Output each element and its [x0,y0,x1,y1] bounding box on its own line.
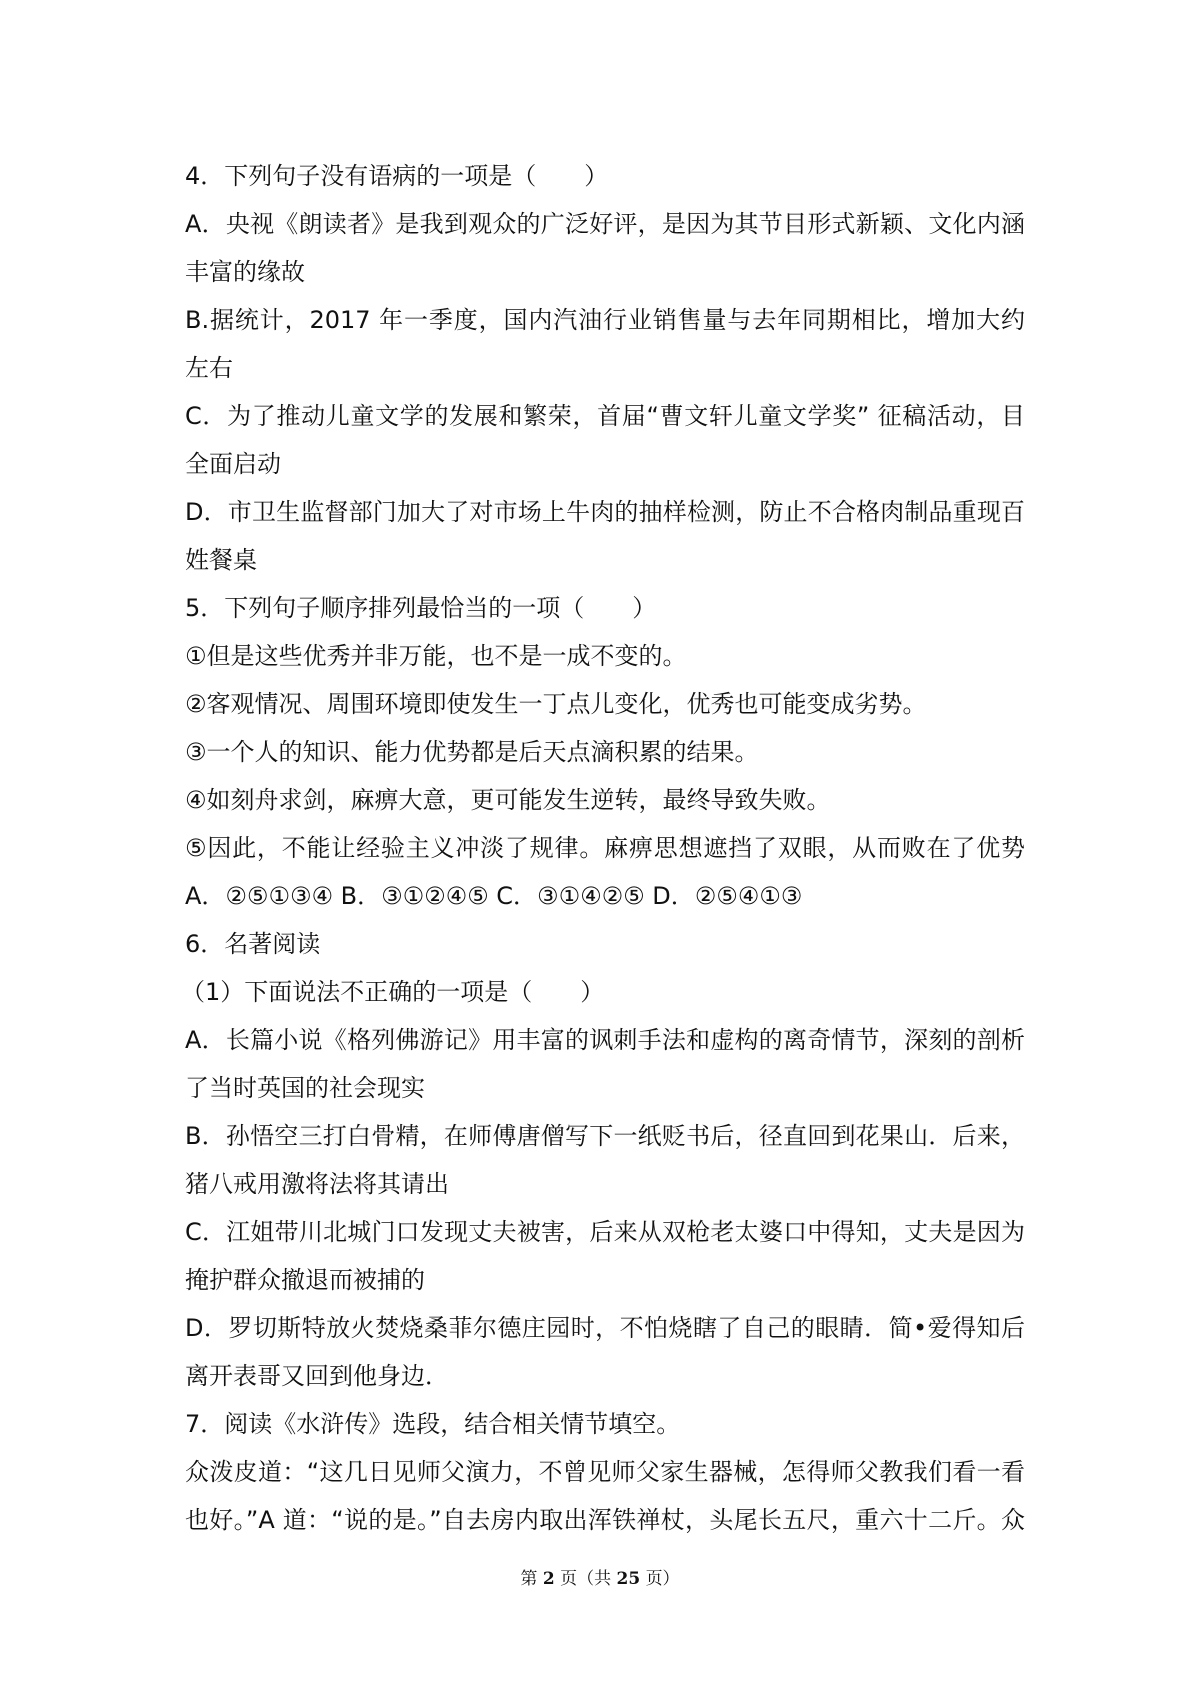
question-6-sub-1-stem: （1）下面说法不正确的一项是（ ） [181,978,605,1006]
footer-prefix: 第 [520,1569,538,1589]
question-6-option-a-line-1: A．长篇小说《格列佛游记》用丰富的讽刺手法和虚构的离奇情节，深刻的剖析 [185,1026,1025,1054]
question-5-sentence-1: ①但是这些优秀并非万能，也不是一成不变的。 [185,642,687,670]
question-4-option-c-line-2: 全面启动 [185,450,281,478]
question-4-option-b-line-1: B.据统计，2017 年一季度，国内汽油行业销售量与去年同期相比，增加大约 [185,306,1025,334]
question-6-option-d-line-2: 离开表哥又回到他身边． [185,1362,449,1390]
question-4-option-d-line-2: 姓餐桌 [185,546,257,574]
question-7-stem: 7．阅读《水浒传》选段，结合相关情节填空。 [185,1410,681,1438]
footer-middle: 页（共 [560,1569,612,1589]
question-4-stem: 4．下列句子没有语病的一项是（ ） [185,162,609,190]
question-5-sentence-5: ⑤因此，不能让经验主义冲淡了规律。麻痹思想遮挡了双眼，从而败在了优势 [185,834,1025,862]
question-7-passage-line-2: 也好。”A 道：“说的是。”自去房内取出浑铁禅杖，头尾长五尺，重六十二斤。众 [185,1506,1025,1534]
question-5-options: A．②⑤①③④ B．③①②④⑤ C．③①④②⑤ D．②⑤④①③ [185,882,803,910]
question-4-option-c-line-1: C．为了推动儿童文学的发展和繁荣，首届“曹文轩儿童文学奖” 征稿活动，目 [185,402,1025,430]
question-5-sentence-2: ②客观情况、周围环境即使发生一丁点儿变化，优秀也可能变成劣势。 [185,690,927,718]
question-6-option-c-line-1: C．江姐带川北城门口发现丈夫被害，后来从双枪老太婆口中得知，丈夫是因为 [185,1218,1025,1246]
question-4-option-d-line-1: D．市卫生监督部门加大了对市场上牛肉的抽样检测，防止不合格肉制品重现百 [185,498,1025,526]
question-6-stem: 6．名著阅读 [185,930,321,958]
question-4-option-a-line-2: 丰富的缘故 [185,258,305,286]
question-5-sentence-3: ③一个人的知识、能力优势都是后天点滴积累的结果。 [185,738,759,766]
question-5-stem: 5．下列句子顺序排列最恰当的一项（ ） [185,594,657,622]
question-6-option-b-line-1: B．孙悟空三打白骨精，在师傅唐僧写下一纸贬书后，径直回到花果山．后来， [185,1122,1025,1150]
question-6-option-d-line-1: D．罗切斯特放火焚烧桑菲尔德庄园时，不怕烧瞎了自己的眼睛．简•爱得知后 [185,1314,1025,1342]
question-7-passage-line-1: 众泼皮道：“这几日见师父演力，不曾见师父家生器械，怎得师父教我们看一看 [185,1458,1025,1486]
footer-suffix: 页） [645,1569,680,1589]
footer-total-pages: 25 [616,1569,641,1589]
question-4-option-b-line-2: 左右 [185,354,233,382]
question-6-option-b-line-2: 猪八戒用激将法将其请出 [185,1170,449,1198]
question-4-option-a-line-1: A．央视《朗读者》是我到观众的广泛好评，是因为其节目形式新颖、文化内涵 [185,210,1025,238]
question-6-option-a-line-2: 了当时英国的社会现实 [185,1074,425,1102]
document-body [181,152,1025,1544]
question-6-option-c-line-2: 掩护群众撤退而被捕的 [185,1266,425,1294]
page-footer [0,1564,1200,1589]
footer-page-number: 2 [542,1569,555,1589]
question-5-sentence-4: ④如刻舟求剑，麻痹大意，更可能发生逆转，最终导致失败。 [185,786,831,814]
